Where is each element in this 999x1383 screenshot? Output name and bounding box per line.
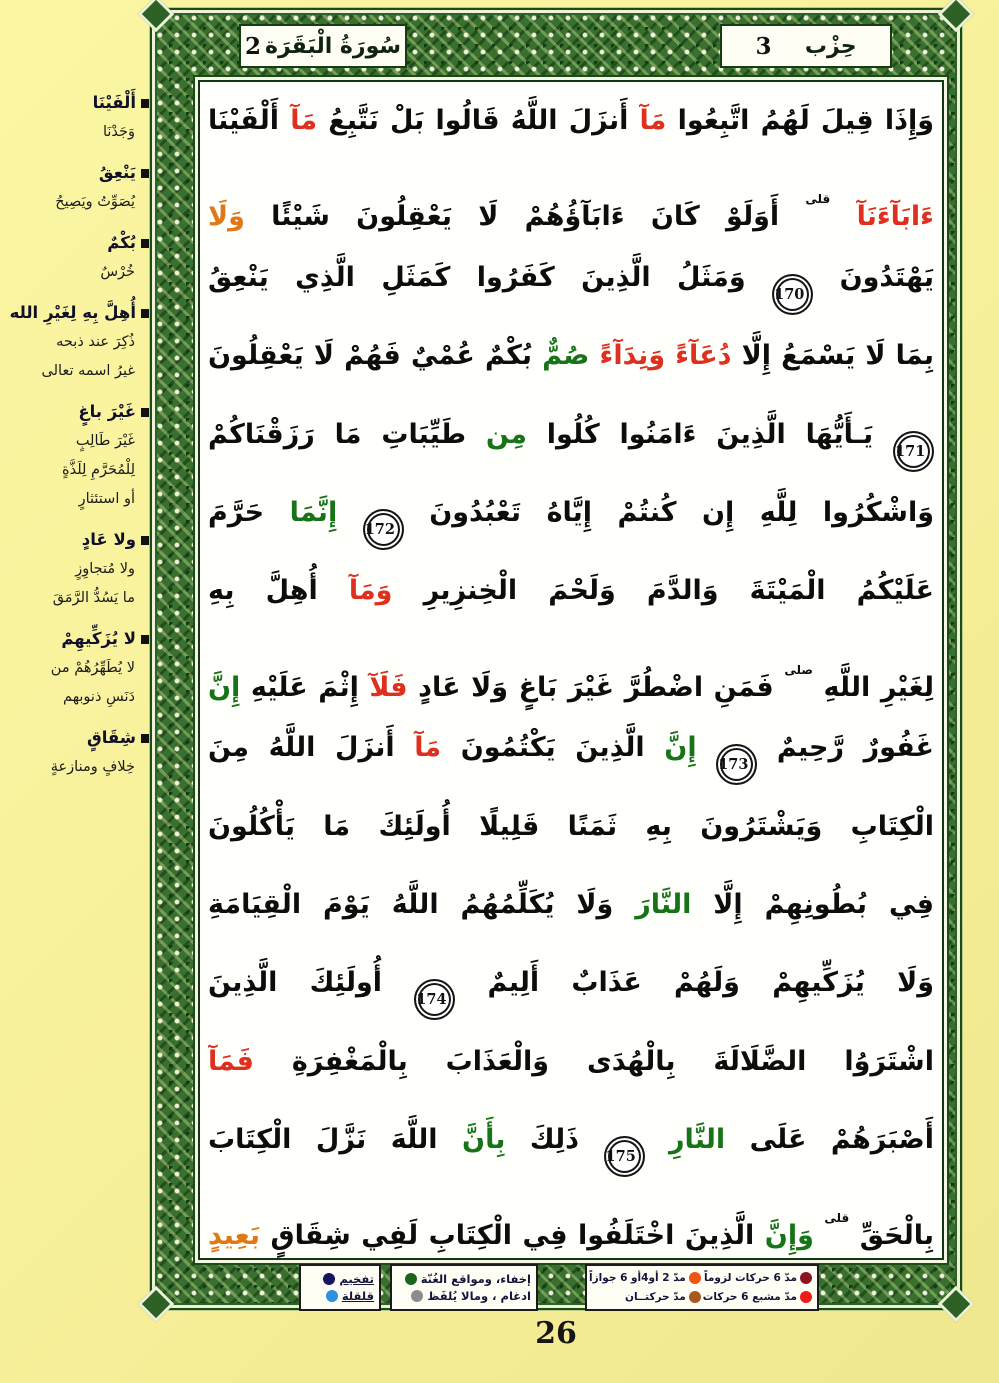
- quran-text-segment: إِثْمَ عَلَيْهِ: [250, 671, 359, 703]
- legend-label: إخفاء، ومواقع الغُنّة: [420, 1271, 531, 1286]
- legend-label: ادغام ، ومالا يُلفَظ: [427, 1289, 531, 1304]
- ayah-marker: 171: [893, 431, 934, 472]
- legend-color-dot-icon: [411, 1290, 423, 1302]
- quran-text-segment: أَلْفَيْنَا: [208, 105, 280, 136]
- quran-text-segment: وَلَا يُزَكِّيهِمْ وَلَهُمْ عَذَابٌ أَلِيمٌ: [487, 967, 934, 999]
- legend-row: [397, 1272, 531, 1286]
- legend-row: [397, 1289, 531, 1303]
- quran-text-segment: أُولَئِكَ الَّذِينَ: [208, 967, 383, 999]
- legend-row: [306, 1289, 374, 1303]
- quran-text-segment: وَمَثَلُ الَّذِينَ كَفَرُوا كَمَثَلِ الَّذِي يَنْعِقُ: [208, 261, 746, 293]
- page-number: 26: [535, 1316, 577, 1351]
- quran-text-segment: بِالْحَقِّ: [859, 1220, 934, 1252]
- quran-text-segment: الْكِتَابِ وَيَشْتَرُونَ بِهِ ثَمَنًا قَلِيلًا أُولَئِكَ مَا يَأْكُلُونَ: [208, 810, 934, 842]
- legend-color-dot-icon: [689, 1272, 701, 1284]
- margin-note: [4, 525, 150, 613]
- note-definition: غيرُ اسمه تعالى: [41, 363, 135, 379]
- quran-text-segment: وَاشْكُرُوا لِلَّهِ إِن كُنتُمْ إِيَّاهُ تَعْبُدُونَ: [429, 496, 934, 528]
- quran-text-segment: وَإِنَّ: [764, 1220, 814, 1252]
- legend-label: مدّ 6 حركات لزوماً: [703, 1271, 797, 1284]
- quran-line: [208, 162, 934, 240]
- hizb-number: 3: [755, 32, 772, 60]
- note-headword: [4, 525, 150, 555]
- legend-label: مدّ مشبع 6 حركات: [702, 1291, 797, 1304]
- legend-row: [703, 1272, 812, 1284]
- ayah-marker: 174: [414, 979, 455, 1020]
- legend-ghunnah-box: [390, 1264, 538, 1311]
- note-definition: خِلافٍ ومنازعةٍ: [50, 759, 135, 775]
- legend-tafkheem-box: [299, 1264, 381, 1311]
- ayah-marker: 172: [363, 509, 404, 550]
- legend-label: مدّ 2 أو4أو 6 جوازاً: [589, 1271, 686, 1284]
- quran-text-segment: النَّارَ: [635, 888, 692, 920]
- quran-line: [208, 554, 934, 632]
- margin-note: [4, 397, 150, 514]
- quran-text-segment: مِن: [485, 418, 527, 450]
- quran-text-segment: وَمَآ: [348, 575, 393, 607]
- quran-text-segment: اللَّهَ نَزَّلَ الْكِتَابَ: [208, 1124, 438, 1156]
- margin-note: [4, 624, 150, 712]
- note-definition: لا يُطَهِّرُهُمْ من: [50, 660, 135, 676]
- legend-color-dot-icon: [405, 1273, 417, 1285]
- quran-text-segment: الَّذِينَ اخْتَلَفُوا فِي الْكِتَابِ لَفِي شِقَاقٍ: [270, 1220, 755, 1252]
- note-definition: ولا مُتجاوِزٍ: [75, 561, 135, 577]
- quran-text-segment: اشْتَرَوُا الضَّلَالَةَ بِالْهُدَى وَالْعَذَابَ بِالْمَغْفِرَةِ: [291, 1045, 934, 1077]
- note-headword-text: يَنْعِقُ: [98, 163, 136, 182]
- quran-text-segment: فِي بُطُونِهِمْ إِلَّا: [713, 888, 934, 920]
- quran-text-segment: غَفُورٌ رَّحِيمٌ: [776, 732, 934, 764]
- note-definition: خُرْسٌ: [100, 264, 135, 280]
- legend-color-dot-icon: [689, 1291, 701, 1303]
- note-headword-text: أَلْفَيْنَا: [92, 93, 136, 112]
- margin-note: [4, 88, 150, 147]
- note-definition: يُصَوِّتُ ويَصِيحُ: [55, 194, 135, 210]
- quran-text-area: [198, 80, 944, 1260]
- quran-text-segment: يَهْتَدُونَ: [839, 261, 934, 293]
- hizb-header-box: [720, 24, 892, 68]
- quran-line: [208, 633, 934, 711]
- note-definition: أو استئثارٍ: [78, 491, 135, 507]
- legend-label: قلقلة: [341, 1289, 374, 1304]
- bullet-square-icon: [141, 309, 150, 318]
- pause-mark: قلى: [805, 192, 831, 207]
- legend-color-dot-icon: [323, 1273, 335, 1285]
- quran-line: [208, 1103, 934, 1181]
- corner-ornament-icon: [138, 0, 175, 32]
- quran-text-segment: فَمَآ: [208, 1045, 254, 1077]
- quran-text-segment: أَصْبَرَهُمْ عَلَى: [749, 1124, 934, 1156]
- quran-text-segment: مَآ: [414, 732, 442, 764]
- legend-row: [703, 1291, 812, 1303]
- note-headword-text: غَيْرَ باغٍ: [78, 402, 136, 421]
- note-definition: وَجَدْنَا: [102, 124, 135, 140]
- bullet-square-icon: [141, 536, 150, 545]
- note-definition: ذُكِرَ عند ذبحه: [56, 334, 135, 350]
- quran-text-segment: ذَلِكَ: [529, 1124, 580, 1156]
- quran-text-segment: ءَابَآءَنَآ: [856, 201, 934, 233]
- note-headword: [4, 298, 150, 328]
- quran-line: [208, 476, 934, 554]
- quran-text-segment: بَعِيدٍ: [208, 1220, 260, 1252]
- legend-label: تفخيم: [339, 1271, 374, 1286]
- quran-text-segment: طَيِّبَاتِ مَا رَزَقْنَاكُمْ: [208, 418, 467, 450]
- legend-row: [589, 1291, 701, 1303]
- legend-label: مدّ حركتــان: [625, 1291, 686, 1304]
- note-definition: ما يَسُدُّ الرَّمَقَ: [52, 590, 135, 606]
- quran-text-segment: بِمَا لَا يَسْمَعُ إِلَّا: [741, 340, 934, 372]
- bullet-square-icon: [141, 635, 150, 644]
- quran-line: [208, 319, 934, 397]
- legend-color-dot-icon: [800, 1291, 812, 1303]
- legend-madd-box: [585, 1264, 819, 1311]
- quran-text-segment: حَرَّمَ: [208, 496, 265, 528]
- margin-glossary: [4, 88, 150, 793]
- quran-line: [208, 398, 934, 476]
- bullet-square-icon: [141, 734, 150, 743]
- pause-mark: قلى: [824, 1211, 850, 1226]
- quran-lines: [208, 84, 934, 1260]
- quran-text-segment: النَّارِ: [669, 1124, 726, 1156]
- surah-number: 2: [244, 32, 261, 60]
- margin-note: [4, 298, 150, 386]
- note-headword: [4, 397, 150, 427]
- decorative-border-frame: [150, 8, 962, 1310]
- note-definition: دَنَسِ ذنوبهم: [63, 689, 135, 705]
- quran-text-segment: عَلَيْكُمُ الْمَيْتَةَ وَالدَّمَ وَلَحْمَ الْخِنزِيرِ: [423, 575, 934, 607]
- surah-header-box: [239, 24, 407, 68]
- note-headword-text: لا يُزَكِّيهِمْ: [61, 629, 136, 648]
- quran-text-segment: وَلَا: [208, 201, 245, 233]
- corner-ornament-icon: [938, 0, 975, 32]
- note-headword-text: بُكْمٌ: [107, 233, 136, 252]
- quran-text-segment: أَوَلَوْ كَانَ ءَابَآؤُهُمْ لَا يَعْقِلُونَ شَيْئًا: [271, 201, 780, 233]
- note-headword-text: ولا عَادٍ: [81, 530, 136, 549]
- quran-line: [208, 711, 934, 789]
- note-definition: غَيْرَ طَالِبٍ: [75, 433, 135, 449]
- ayah-marker: 175: [604, 1136, 645, 1177]
- note-headword: [4, 158, 150, 188]
- note-headword: [4, 88, 150, 118]
- quran-text-segment: أَنزَلَ اللَّهُ مِنَ: [208, 732, 395, 764]
- quran-line: [208, 241, 934, 319]
- quran-text-segment: إِنَّ: [208, 671, 241, 703]
- quran-line: [208, 790, 934, 868]
- quran-text-segment: لِغَيْرِ اللَّهِ: [823, 671, 934, 703]
- quran-text-segment: أُهِلَّ بِهِ: [208, 575, 318, 607]
- legend-row: [306, 1272, 374, 1286]
- quran-line: [208, 946, 934, 1024]
- quran-line: [208, 1181, 934, 1259]
- note-headword: [4, 624, 150, 654]
- ayah-marker: 173: [716, 744, 757, 785]
- bullet-square-icon: [141, 99, 150, 108]
- legend-color-dot-icon: [800, 1272, 812, 1284]
- quran-text-segment: وَإِذَا قِيلَ لَهُمُ اتَّبِعُوا: [677, 105, 934, 136]
- margin-note: [4, 723, 150, 782]
- note-headword: [4, 228, 150, 258]
- quran-text-segment: الَّذِينَ يَكْتُمُونَ: [460, 732, 645, 764]
- quran-text-segment: وَلَا يُكَلِّمُهُمُ اللَّهُ يَوْمَ الْقِيَامَةِ: [208, 888, 614, 920]
- quran-text-segment: دُعَآءً: [675, 340, 732, 372]
- quran-text-segment: فَمَنِ اضْطُرَّ غَيْرَ بَاغٍ وَلَا عَادٍ: [418, 671, 774, 703]
- quran-text-segment: بِأَنَّ: [462, 1124, 506, 1156]
- bullet-square-icon: [141, 408, 150, 417]
- quran-line: [208, 84, 934, 162]
- margin-note: [4, 228, 150, 287]
- quran-text-segment: إِنَّمَا: [289, 496, 338, 528]
- quran-text-segment: فَلَآ: [369, 671, 408, 703]
- quran-text-segment: يَـأَيُّهَا الَّذِينَ ءَامَنُوا كُلُوا: [546, 418, 874, 450]
- surah-name: سُورَةُ الْبَقَرَة: [264, 33, 402, 59]
- quran-line: [208, 868, 934, 946]
- quran-text-segment: إِنَّ: [664, 732, 697, 764]
- quran-text-segment: بُكْمٌ عُمْيٌ فَهُمْ لَا يَعْقِلُونَ: [208, 340, 532, 372]
- bullet-square-icon: [141, 169, 150, 178]
- quran-text-segment: وَنِدَآءً: [599, 340, 666, 372]
- margin-note: [4, 158, 150, 217]
- legend-row: [589, 1272, 701, 1284]
- note-headword-text: شِقَاقٍ: [86, 728, 136, 747]
- ayah-marker: 170: [772, 274, 813, 315]
- bullet-square-icon: [141, 239, 150, 248]
- note-headword: [4, 723, 150, 753]
- note-definition: لِلْمُحَرَّمِ لِلَذَّةٍ: [62, 462, 135, 478]
- legend-color-dot-icon: [326, 1290, 338, 1302]
- quran-line: [208, 1025, 934, 1103]
- quran-text-segment: أَنزَلَ اللَّهُ قَالُوا بَلْ نَتَّبِعُ: [328, 105, 629, 136]
- pause-mark: صلى: [784, 662, 813, 677]
- note-headword-text: أُهِلَّ بِهِ لِغَيْرِ الله: [9, 303, 136, 322]
- hizb-label: حِزْب: [804, 33, 857, 59]
- quran-text-segment: صُمٌّ: [542, 340, 590, 372]
- quran-text-segment: مَآ: [290, 105, 318, 136]
- quran-text-segment: مَآ: [639, 105, 667, 136]
